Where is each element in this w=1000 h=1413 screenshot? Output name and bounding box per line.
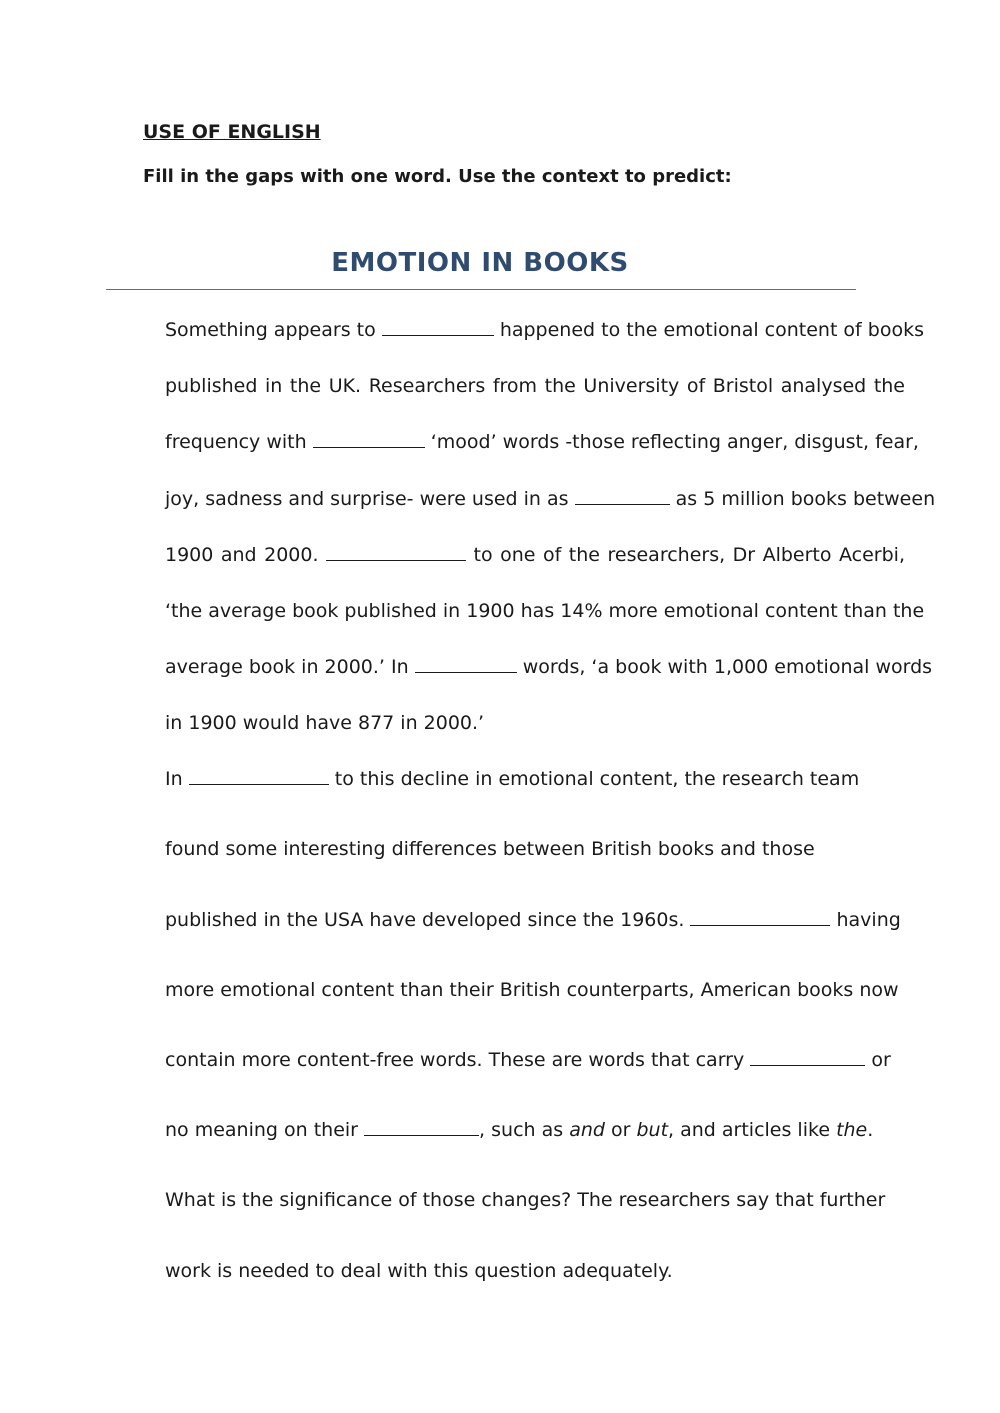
passage-line: found some interesting differences between British books and those	[165, 838, 815, 860]
passage-line: in 1900 would have 877 in 2000.’	[165, 712, 485, 734]
passage-line: What is the significance of those changes? The researchers say that further	[165, 1189, 886, 1211]
page-title: EMOTION IN BOOKS	[331, 248, 629, 278]
passage-line: ‘the average book published in 1900 has 14% more emotional content than the	[165, 600, 925, 622]
gap-4[interactable]	[326, 545, 466, 561]
passage-line: average book in 2000.’ In words, ‘a book with 1,000 emotional words	[165, 656, 933, 678]
passage-line: published in the USA have developed since the 1960s. having	[165, 909, 901, 931]
gap-2[interactable]	[313, 432, 425, 448]
passage-line: work is needed to deal with this question adequately.	[165, 1260, 673, 1282]
gap-7[interactable]	[690, 910, 830, 926]
passage-line: In to this decline in emotional content, the research team	[165, 768, 860, 790]
gap-5[interactable]	[415, 657, 517, 673]
passage-line: frequency with ‘mood’ words -those reflecting anger, disgust, fear,	[165, 431, 919, 453]
passage-line: more emotional content than their British counterparts, American books now	[165, 979, 899, 1001]
gap-3[interactable]	[575, 489, 670, 505]
title-divider	[106, 289, 856, 290]
instruction-text: Fill in the gaps with one word. Use the context to predict:	[143, 166, 732, 187]
gap-1[interactable]	[382, 320, 494, 336]
section-label: USE OF ENGLISH	[143, 121, 321, 143]
passage-line: 1900 and 2000. to one of the researchers, Dr Alberto Acerbi,	[165, 544, 906, 566]
gap-8[interactable]	[750, 1050, 865, 1066]
passage-line: joy, sadness and surprise- were used in as as 5 million books between	[165, 488, 936, 510]
gap-9[interactable]	[364, 1120, 479, 1136]
passage-line: published in the UK. Researchers from the University of Bristol analysed the	[165, 375, 905, 397]
passage-line: no meaning on their , such as and or but, and articles like the.	[165, 1119, 874, 1141]
gap-6[interactable]	[189, 769, 329, 785]
passage-line: Something appears to happened to the emotional content of books	[165, 319, 925, 341]
passage-line: contain more content-free words. These are words that carry or	[165, 1049, 891, 1071]
